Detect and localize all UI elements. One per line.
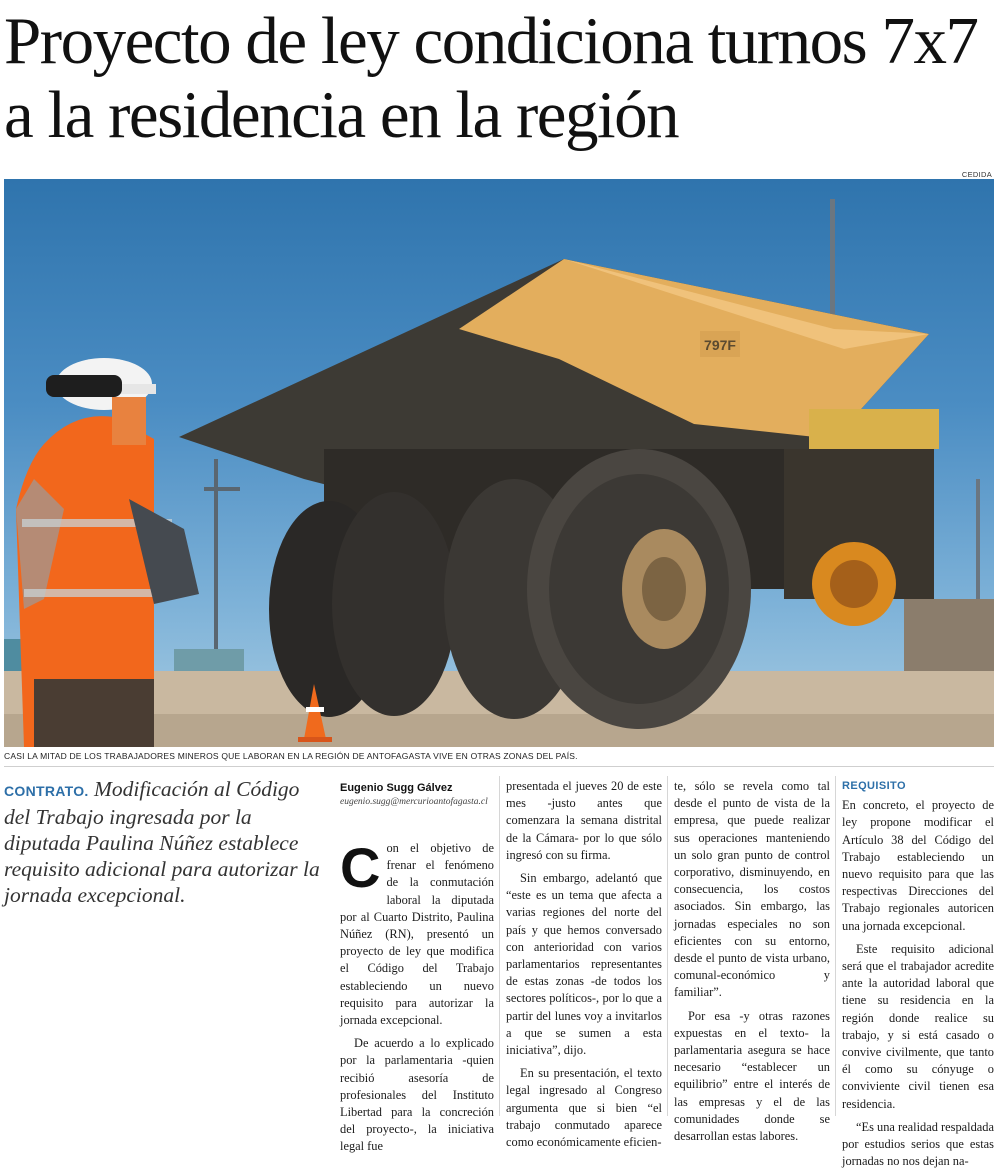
deck-text: Modificación al Código del Trabajo ingresada por la diputada Paulina Núñez establece requisito adicional para autorizar la jornada excepcional. xyxy=(4,777,320,907)
article-column-2 xyxy=(506,778,662,1157)
paragraph: Sin embargo, adelantó que “este es un tema que afecta a varias regiones del norte del país y que hemos conversado con anterioridad con varios parlamentarios representantes de estas zonas -de todos los sectores políticos-, por lo que a partir del lunes voy a invitarlos a que se sumen a esta iniciativa”, dijo. xyxy=(506,871,662,1058)
paragraph: Este requisito adicional será que el trabajador acredite ante la autoridad laboral que tiene su residencia en la región donde realice su trabajo, y si está casado o convive civilmente, que tanto él como su cónyuge o conviviente civil tienen esa residencia. xyxy=(842,941,994,1111)
byline xyxy=(340,782,500,807)
article-column-4 xyxy=(842,778,994,1176)
column-divider xyxy=(499,776,500,1116)
deck xyxy=(4,776,320,908)
paragraph: En su presentación, el texto legal ingresado al Congreso argumenta que si bien “el trabajo conmutado aparece como económicamente eficien- xyxy=(506,1066,662,1150)
paragraph: En concreto, el proyecto de ley propone modificar el Artículo 38 del Código del Trabajo estableciendo un nuevo requisito para que las respectivas Direcciones del Trabajo regionales autoricen una jornada excepcional. xyxy=(842,798,994,933)
paragraph: Con el objetivo de frenar el fenómeno de la conmutación laboral la diputada por al Cuarto Distrito, Paulina Núñez (RN), presentó un proyecto de ley que modifica el Código del Trabajo estableciendo un nuevo requisito para autorizar la jornada excepcional. xyxy=(340,836,494,1028)
paragraph: “Es una realidad respaldada por estudios serios que estas jornadas no nos dejan na- xyxy=(842,1119,994,1169)
mining-truck-illustration xyxy=(4,179,994,747)
paragraph: Por esa -y otras razones expuestas en el texto- la parlamentaria asegura se hace necesario “establecer un equilibrio” entre el interés de las empresas y el de las comunidades donde se desarrollan estas labores. xyxy=(674,1008,830,1144)
paragraph: te, sólo se revela como tal desde el punto de vista de la empresa, que puede realizar sus operaciones manteniendo un solo gran punto de control corporativo, disminuyendo, en consecuencia, los costos asociados. Sin embargo, las jornadas especiales no son eficientes con su entorno, desde el punto de vista urbano, comunal-económico y familiar”. xyxy=(674,779,830,1000)
photo-credit: CEDIDA xyxy=(961,170,992,179)
photo-caption: CASI LA MITAD DE LOS TRABAJADORES MINEROS QUE LABORAN EN LA REGIÓN DE ANTOFAGASTA VIVE EN OTRAS ZONAS DEL PAÍS. xyxy=(4,751,578,761)
section-subhead: REQUISITO xyxy=(842,780,906,792)
author-name: Eugenio Sugg Gálvez xyxy=(340,782,453,794)
headline: Proyecto de ley condiciona turnos 7x7 a la residencia en la región xyxy=(4,4,978,152)
article-column-1 xyxy=(340,836,494,1162)
paragraph: De acuerdo a lo explicado por la parlamentaria -quien recibió asesoría de profesionales del Instituto Libertad para la concreción del proyecto-, la iniciativa legal fue xyxy=(340,1036,494,1154)
paragraph: presentada el jueves 20 de este mes -justo antes que comenzara la semana distrital de la Cámara- por lo que sólo ingresó con su firma. xyxy=(506,779,662,862)
article-column-3 xyxy=(674,778,830,1151)
truck-number: 797F xyxy=(704,337,736,353)
deck-tag: CONTRATO. xyxy=(4,783,89,799)
lead-photo xyxy=(4,179,994,747)
column-divider xyxy=(835,776,836,1116)
caption-divider xyxy=(4,766,994,767)
dropcap: C xyxy=(340,836,381,899)
author-email[interactable]: eugenio.sugg@mercurioantofagasta.cl xyxy=(340,797,488,807)
column-divider xyxy=(667,776,668,1116)
